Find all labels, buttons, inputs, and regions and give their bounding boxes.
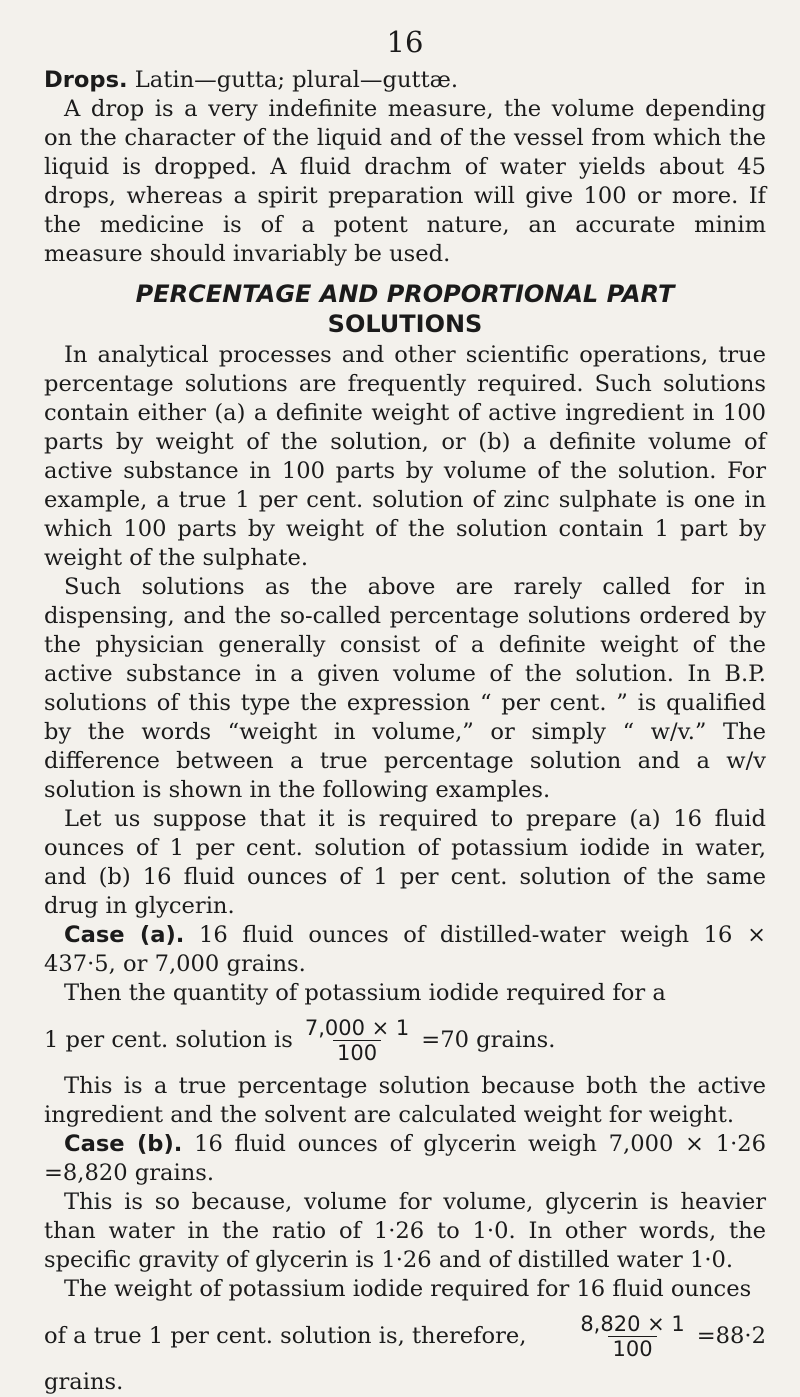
- fraction-denominator: 100: [608, 1336, 656, 1361]
- formula-case-b-expression: [568, 1312, 766, 1361]
- section-title-line2: SOLUTIONS: [327, 310, 483, 338]
- grains-tail: grains.: [44, 1369, 124, 1395]
- section-title: PERCENTAGE AND PROPORTIONAL PART: [135, 280, 675, 308]
- page-number: 16: [386, 25, 424, 59]
- drops-heading: Drops.: [44, 67, 128, 93]
- paragraph-dispensing: Such solutions as the above are rarely called for in dispensing, and the so-called percentage solutions ordered by the physician generally consist of a definite weight of the active substance in a given volume of the solution. In B.P. solutions of this type the expression “ per cent. ” is qualified by the words “weight in volume,” or simply “ w/v.” The difference between a true percentage solution and a w/v solution is shown in the following examples.: [44, 574, 766, 803]
- true-percentage-paragraph: This is a true percentage solution because both the active ingredient and the solvent are calculated weight for weight.: [44, 1073, 766, 1128]
- formula-case-a-prefix: 1 per cent. solution is: [44, 1027, 293, 1053]
- paragraph-example: Let us suppose that it is required to prepare (a) 16 fluid ounces of 1 per cent. solution of potassium iodide in water, and (b) 16 fluid ounces of 1 per cent. solution of the same drug in glycerin.: [44, 806, 766, 919]
- drops-heading-line: [44, 66, 766, 95]
- drops-heading-latin: Latin—gutta; plural—guttæ.: [127, 67, 459, 93]
- formula-case-b: [44, 1304, 766, 1368]
- weight-paragraph: The weight of potassium iodide required for 16 fluid ounces: [64, 1276, 752, 1302]
- then-paragraph: Then the quantity of potassium iodide required for a: [64, 980, 666, 1006]
- case-b-label: Case (b).: [64, 1131, 183, 1157]
- paragraph-analytical: In analytical processes and other scientific operations, true percentage solutions are frequently required. Such solutions contain either (a) a definite weight of active ingredient in 100 parts by weight of the solution, or (b) a definite volume of active substance in 100 parts by volume of the solution. For example, a true 1 per cent. solution of zinc sulphate is one in which 100 parts by weight of the solution contain 1 part by weight of the sulphate.: [44, 342, 766, 571]
- formula-case-a-result: =70 grains.: [421, 1027, 556, 1053]
- case-a-paragraph: [44, 921, 766, 979]
- case-a-label: Case (a).: [64, 922, 185, 948]
- formula-case-a: [44, 1008, 766, 1072]
- fraction-case-a: [301, 1016, 413, 1065]
- fraction-denominator: 100: [333, 1040, 381, 1065]
- fraction-numerator: 8,820 × 1: [580, 1311, 685, 1336]
- drops-paragraph: A drop is a very indefinite measure, the volume depending on the character of the liquid and of the vessel from which the liquid is dropped. A fluid drachm of water yields about 45 drops, whereas a spirit preparation will give 100 or more. If the medicine is of a potent nature, an accurate minim measure should invariably be used.: [44, 96, 766, 267]
- formula-case-b-prefix: of a true 1 per cent. solution is, therefore,: [44, 1323, 527, 1349]
- case-a-text: 16 fluid ounces of distilled-water weigh 16 × 437·5, or 7,000 grains.: [44, 922, 766, 977]
- case-b-paragraph: [44, 1130, 766, 1188]
- glycerin-paragraph: This is so because, volume for volume, glycerin is heavier than water in the ratio of 1·26 to 1·0. In other words, the specific gravity of glycerin is 1·26 and of distilled water 1·0.: [44, 1189, 766, 1273]
- formula-case-b-result: =88·2: [696, 1323, 766, 1349]
- fraction-case-b: [576, 1312, 688, 1361]
- case-b-text: 16 fluid ounces of glycerin weigh 7,000 × 1·26 =8,820 grains.: [44, 1131, 767, 1186]
- fraction-numerator: 7,000 × 1: [304, 1015, 410, 1040]
